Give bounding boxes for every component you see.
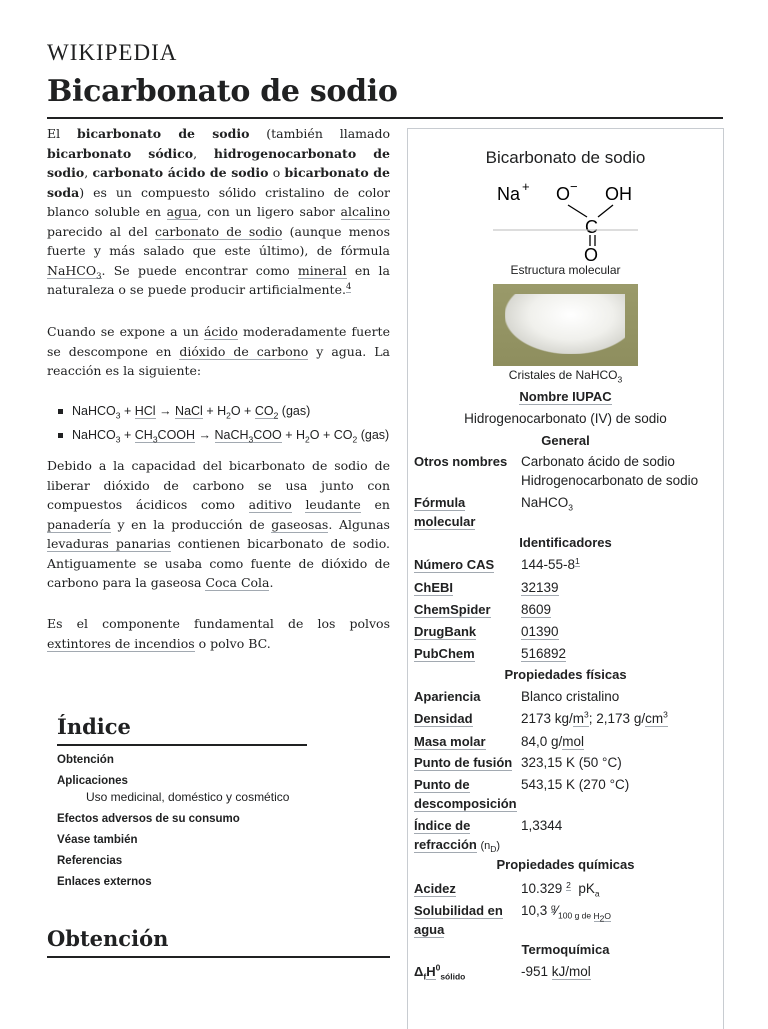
propiedades-fisicas-header: Propiedades físicas: [504, 667, 627, 682]
wikipedia-wordmark[interactable]: WIKIPEDIA: [47, 40, 178, 65]
acidez-value: 10.329 $^2$ $pK_a$: [521, 879, 600, 899]
chebi-value[interactable]: 32139: [521, 580, 559, 595]
general-header: General: [541, 433, 590, 448]
index-divider: [57, 744, 307, 746]
reaction-2: NaHCO$_3$ + $CH_3COOH$ → NaCH$_3$COO + $H_2O + CO_2$ (gas): [57, 426, 397, 444]
link-carbonato-de-sodio[interactable]: carbonato de sodio: [154, 223, 283, 239]
otros-nombres-label: Otros nombres: [414, 454, 508, 469]
drugbank-value[interactable]: 01390: [521, 624, 559, 639]
title-divider: [47, 117, 723, 119]
toc-item-vease-tambien[interactable]: Véase también: [57, 834, 138, 846]
link-formula[interactable]: NaHCO$_3$: [47, 262, 102, 281]
link-hcl[interactable]: HCl: [134, 404, 156, 418]
punto-fusion-label[interactable]: Punto de fusión: [414, 755, 513, 770]
identificadores-header: Identificadores: [519, 535, 612, 550]
molecule-na: Na: [497, 184, 521, 204]
intro-paragraph: El bicarbonato de sodio (también llamado bicarbonato sódico, hidrogenocarbonato de sodio, carbonato ácido de sodio o bicarbonato de soda) es un compuesto sólido cristalino de color blanco soluble en agua, con un ligero sabor alcalino parecido al del carbonato de sodio (aunque menos fuerte y más salado que este último), de fórmula NaHCO$_3$. Se puede encontrar como mineral en la naturaleza o se puede producir artificialmente.$^4$: [47, 126, 391, 297]
punto-descomposicion-label[interactable]: Punto de descomposición: [414, 777, 517, 811]
punto-fusion-value: 323,15 K (50 °C): [521, 755, 622, 770]
apariencia-label: Apariencia: [414, 689, 481, 704]
link-agua[interactable]: agua: [166, 204, 198, 219]
indice-refraccion-label[interactable]: Índice de refracción $(n_D)$: [414, 818, 501, 855]
punto-descomposicion-value: 543,15 K (270 °C): [521, 777, 630, 792]
entalpia-value: -951 kJ/mol: [521, 964, 591, 979]
uses-paragraph: Debido a la capacidad del bicarbonato de sodio de liberar dióxido de carbono se usa junto con compuestos ácidicos como aditivo leudante en panadería y en la producción de gaseosas. Algunas levaduras panarias contienen bicarbonato de sodio. Antiguamente se usaba como fuente de dióxido de carbono para la gaseosa Coca Cola.: [47, 458, 390, 590]
propiedades-quimicas-header: Propiedades químicas: [496, 857, 635, 872]
termoquimica-header: Termoquímica: [521, 942, 610, 957]
link-co2[interactable]: $CO_2$: [254, 404, 279, 421]
link-acido[interactable]: ácido: [203, 324, 238, 339]
iupac-header[interactable]: Nombre IUPAC: [519, 389, 612, 404]
infobox-title: Bicarbonato de sodio: [485, 148, 646, 167]
cas-label[interactable]: Número CAS: [414, 557, 495, 572]
infobox: [407, 128, 724, 1029]
formula-value: NaHCO$_3$: [521, 495, 573, 513]
masa-molar-label[interactable]: Masa molar: [414, 734, 486, 749]
link-panaderia[interactable]: panadería: [47, 516, 111, 532]
crystal-caption: Cristales de NaHCO$_3$: [508, 368, 623, 385]
toc-item-efectos-adversos[interactable]: Efectos adversos de su consumo: [57, 813, 240, 825]
toc-item-obtencion[interactable]: Obtención: [57, 754, 114, 766]
reaction-paragraph: Cuando se expone a un ácido moderadamente fuerte se descompone en dióxido de carbono y agua. La reacción es la siguiente:: [47, 324, 390, 378]
chemspider-label[interactable]: ChemSpider: [414, 602, 491, 617]
molecule-o-bottom: O: [584, 245, 599, 264]
link-coca-cola[interactable]: Coca Cola: [205, 575, 270, 590]
reaction-1: NaHCO$_3$ + HCl → NaCl + $H_2O + CO_2$ (gas): [57, 402, 397, 420]
drugbank-label[interactable]: DrugBank: [414, 624, 477, 639]
bond-oh-c: [598, 205, 613, 217]
extinguisher-paragraph: Es el componente fundamental de los polvos extintores de incendios o polvo BC.: [47, 616, 390, 651]
bond-o-c: [568, 205, 587, 217]
link-extintores-de-incendios[interactable]: extintores de incendios: [47, 635, 195, 651]
otros-nombres-value: Carbonato ácido de sodio Hidrogenocarbonato de sodio: [521, 454, 699, 488]
link-nacl[interactable]: NaCl: [175, 404, 203, 418]
densidad-value: 2173 $kg/m^3$; 2,173 $g/cm^3$: [521, 709, 668, 726]
molecule-na-charge: +: [522, 179, 530, 194]
molecule-oh: OH: [605, 184, 632, 204]
chemspider-value[interactable]: 8609: [521, 602, 552, 617]
pubchem-value[interactable]: 516892: [521, 646, 567, 661]
link-levaduras-panarias[interactable]: levaduras panarias: [47, 536, 171, 551]
link-mineral[interactable]: mineral: [297, 262, 347, 278]
page-title: Bicarbonato de sodio: [47, 74, 398, 109]
link-ch3cooh[interactable]: $CH_3COOH$: [134, 428, 196, 445]
molecule-o: O: [556, 184, 571, 204]
section-divider: [47, 956, 390, 958]
entalpia-label[interactable]: $\Delta_fH^0_{sólido}$: [414, 962, 466, 982]
toc-item-referencias[interactable]: Referencias: [57, 855, 123, 867]
molecular-structure-diagram[interactable]: [408, 129, 723, 264]
reaction-list: [57, 402, 397, 444]
crystal-photo[interactable]: [493, 284, 638, 366]
chebi-label[interactable]: ChEBI: [414, 580, 453, 595]
molecule-c: C: [585, 217, 598, 237]
acidez-label[interactable]: Acidez: [414, 881, 456, 896]
indice-refraccion-value: 1,3344: [521, 818, 563, 833]
cas-value[interactable]: $144-55-8^1$: [521, 555, 580, 572]
link-gaseosas[interactable]: gaseosas: [271, 516, 329, 532]
link-leudante[interactable]: leudante: [305, 497, 361, 512]
solubilidad-label[interactable]: Solubilidad en agua: [414, 903, 503, 937]
densidad-label[interactable]: Densidad: [414, 711, 473, 726]
solubilidad-value: 10,3 $^g⁄_{100 g de H_2O}$: [521, 901, 611, 924]
index-heading: Índice: [57, 714, 131, 739]
masa-molar-value: 84,0 g/mol: [521, 734, 585, 749]
section-heading-obtencion: Obtención: [47, 926, 169, 951]
structure-caption: Estructura molecular: [510, 263, 621, 277]
reference-4[interactable]: 4: [345, 281, 352, 292]
link-nach3coo[interactable]: NaCH$_3$COO: [214, 428, 282, 445]
formula-label[interactable]: Fórmula molecular: [414, 495, 476, 529]
link-alcalino[interactable]: alcalino: [340, 204, 390, 219]
apariencia-value: Blanco cristalino: [521, 689, 620, 704]
toc-item-aplicaciones[interactable]: Aplicaciones: [57, 775, 128, 787]
toc-item-enlaces-externos[interactable]: Enlaces externos: [57, 876, 152, 888]
toc-subitem-uso-medicinal[interactable]: Uso medicinal, doméstico y cosmético: [86, 790, 290, 804]
iupac-name: Hidrogenocarbonato (IV) de sodio: [464, 411, 667, 426]
pubchem-label[interactable]: PubChem: [414, 646, 475, 661]
molecule-o-charge: −: [570, 179, 578, 194]
link-aditivo[interactable]: aditivo: [248, 497, 292, 512]
link-dioxido-de-carbono[interactable]: dióxido de carbono: [179, 343, 309, 359]
